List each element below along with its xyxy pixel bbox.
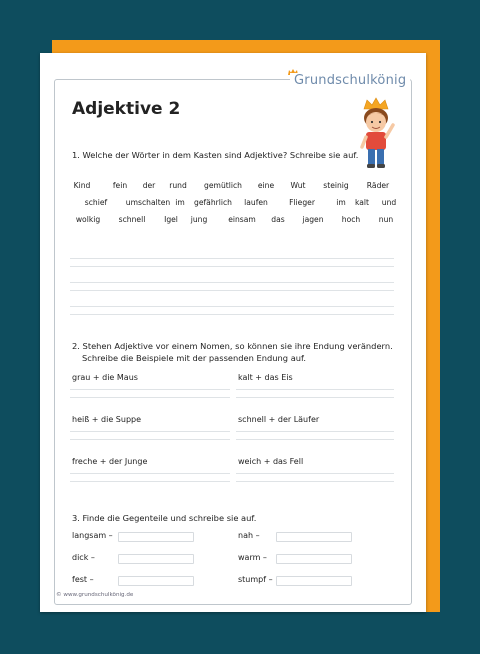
word-box-word: Igel: [164, 215, 178, 224]
word-box-word: im: [175, 198, 185, 207]
word-box-word: eine: [257, 181, 275, 190]
opposite-answer-box[interactable]: [276, 576, 352, 586]
opposite-prompt: stumpf –: [238, 575, 273, 584]
word-box-word: Kind: [73, 181, 91, 190]
word-box-word: Flieger: [289, 198, 315, 207]
page-title: Adjektive 2: [72, 99, 181, 119]
word-box-word: kalt: [354, 198, 370, 207]
opposite-prompt: nah –: [238, 531, 260, 540]
answer-line[interactable]: [236, 431, 394, 432]
word-box: [66, 171, 396, 231]
task-1-instruction: 1. Welche der Wörter in dem Kasten sind Adjektive? Schreibe sie auf.: [72, 150, 359, 160]
word-box-word: umschalten: [125, 198, 171, 207]
writing-line[interactable]: [70, 266, 394, 267]
word-box-word: rund: [169, 181, 187, 190]
opposite-prompt: langsam –: [72, 531, 113, 540]
answer-line[interactable]: [70, 431, 230, 432]
word-box-word: schnell: [118, 215, 146, 224]
writing-line[interactable]: [70, 290, 394, 291]
task-2-instruction-cont: Schreibe die Beispiele mit der passenden Endung auf.: [82, 353, 307, 363]
answer-line[interactable]: [70, 397, 230, 398]
word-box-word: hoch: [341, 215, 361, 224]
copyright-footer: © www.grundschulkönig.de: [56, 592, 134, 598]
opposite-prompt: warm –: [238, 553, 267, 562]
adjective-pair: schnell + der Läufer: [238, 415, 320, 424]
writing-line[interactable]: [70, 306, 394, 307]
word-box-word: fein: [112, 181, 128, 190]
adjective-pair: freche + der Junge: [72, 457, 148, 466]
answer-line[interactable]: [70, 473, 230, 474]
answer-line[interactable]: [236, 439, 394, 440]
word-box-word: laufen: [244, 198, 268, 207]
adjective-pair: grau + die Maus: [72, 373, 138, 382]
answer-line[interactable]: [236, 473, 394, 474]
opposite-answer-box[interactable]: [118, 532, 194, 542]
writing-line[interactable]: [70, 314, 394, 315]
answer-line[interactable]: [70, 481, 230, 482]
word-box-word: einsam: [228, 215, 256, 224]
word-box-word: Wut: [290, 181, 306, 190]
adjective-pair: weich + das Fell: [238, 457, 304, 466]
brand-logo: Grundschulkönig: [290, 73, 410, 88]
answer-line[interactable]: [236, 389, 394, 390]
task-3-instruction: 3. Finde die Gegenteile und schreibe sie auf.: [72, 513, 257, 523]
word-box-word: schief: [84, 198, 108, 207]
writing-line[interactable]: [70, 258, 394, 259]
task-2-instruction: 2. Stehen Adjektive vor einem Nomen, so können sie ihre Endung verändern.: [72, 341, 393, 351]
opposite-answer-box[interactable]: [276, 532, 352, 542]
word-box-word: der: [142, 181, 156, 190]
opposite-answer-box[interactable]: [118, 554, 194, 564]
word-box-word: nun: [378, 215, 394, 224]
word-box-word: jung: [190, 215, 208, 224]
opposite-answer-box[interactable]: [276, 554, 352, 564]
adjective-pair: kalt + das Eis: [238, 373, 293, 382]
answer-line[interactable]: [236, 481, 394, 482]
word-box-word: das: [271, 215, 285, 224]
word-box-word: steinig: [323, 181, 349, 190]
adjective-pair: heiß + die Suppe: [72, 415, 142, 424]
opposite-answer-box[interactable]: [118, 576, 194, 586]
word-box-word: jagen: [302, 215, 324, 224]
opposite-prompt: fest –: [72, 575, 94, 584]
word-box-word: im: [336, 198, 346, 207]
word-box-word: wolkig: [75, 215, 101, 224]
writing-line[interactable]: [70, 282, 394, 283]
word-box-word: gemütlich: [204, 181, 242, 190]
boy-with-crown-illustration: [356, 97, 396, 173]
word-box-word: Räder: [366, 181, 390, 190]
answer-line[interactable]: [236, 397, 394, 398]
word-box-word: gefährlich: [194, 198, 232, 207]
answer-line[interactable]: [70, 389, 230, 390]
opposite-prompt: dick –: [72, 553, 95, 562]
word-box-word: und: [381, 198, 397, 207]
worksheet-page: [40, 53, 426, 612]
answer-line[interactable]: [70, 439, 230, 440]
